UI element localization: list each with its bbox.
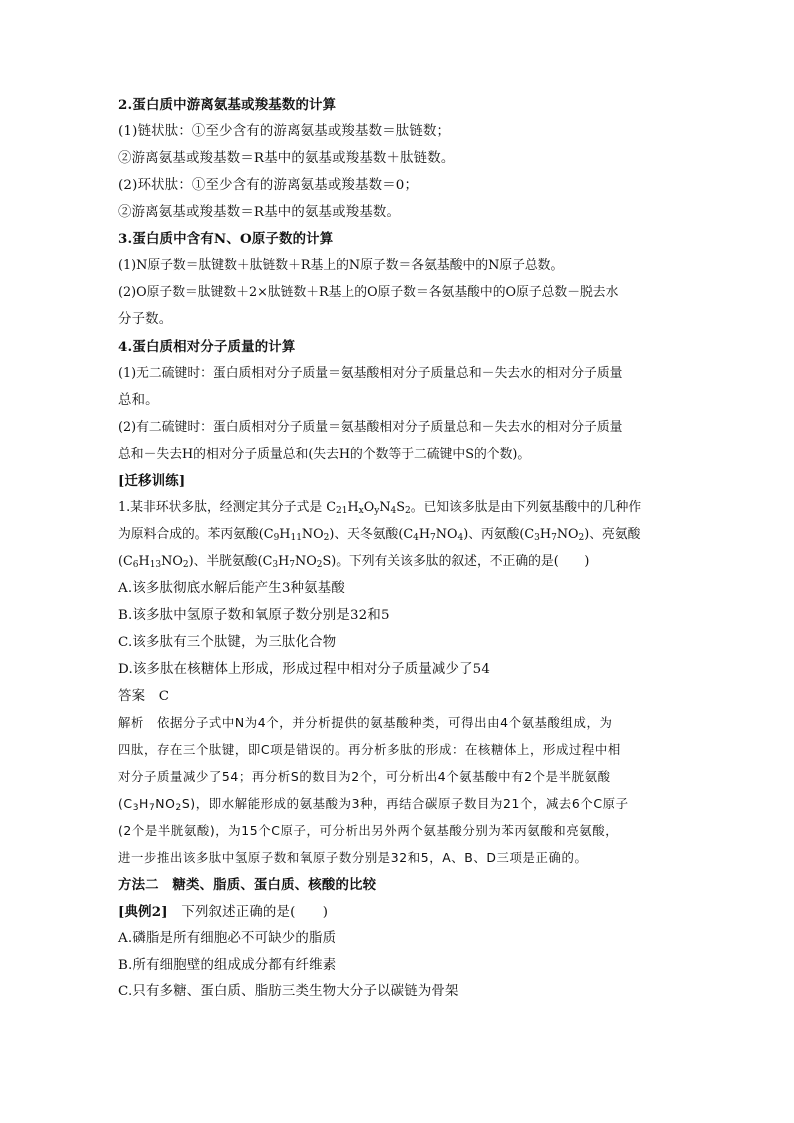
explanation-line: (2个是半胱氨酸)，为15个C原子，可分析出另外两个氨基酸分别为苯丙氨酸和亮氨酸， <box>118 823 619 839</box>
text-line: 分子数。 <box>118 312 173 328</box>
text-line: (1)无二硫键时：蛋白质相对分子质量＝氨基酸相对分子质量总和－失去水的相对分子质量 <box>118 365 623 381</box>
explanation-line: 进一步推出该多肽中氢原子数和氧原子数分别是32和5，A、B、D三项是正确的。 <box>118 849 588 865</box>
explanation-line: 对分子质量减少了54；再分析S的数目为2个，可分析出4个氨基酸中有2个是半胱氨酸 <box>118 769 611 785</box>
option-d: D.该多肽在核糖体上形成，形成过程中相对分子质量减少了54 <box>118 661 491 677</box>
option-a: A.该多肽彻底水解后能产生3种氨基酸 <box>118 581 345 597</box>
text-line: ②游离氨基或羧基数＝R基中的氨基或羧基数＋肽链数。 <box>118 150 455 166</box>
question-line: 1.某非环状多肽，经测定其分子式是 $C_{21}H_xO_yN_4S_2$。已知该多肽是由下列氨基酸中的几种作 <box>118 500 642 517</box>
explanation-line: 解析 依据分子式中N为4个，并分析提供的氨基酸种类，可得出由4个氨基酸组成，为 <box>118 715 613 731</box>
explanation-line: 四肽，存在三个肽键，即C项是错误的。再分析多肽的形成：在核糖体上，形成过程中相 <box>118 742 621 758</box>
section-heading: 3.蛋白质中含有N、O原子数的计算 <box>118 231 334 248</box>
question-line: 为原料合成的。苯丙氨酸$(C_9H_{11}NO_2)$、天冬氨酸$(C_4H_7NO_4)$、丙氨酸$(C_3H_7NO_2)$、亮氨酸 <box>118 527 641 544</box>
option-b: B.所有细胞壁的组成成分都有纤维素 <box>118 957 337 973</box>
method-heading: 方法二 糖类、脂质、蛋白质、核酸的比较 <box>118 876 377 893</box>
answer: 答案 C <box>118 688 170 704</box>
section-heading: 4.蛋白质相对分子质量的计算 <box>118 339 296 356</box>
question-line: $(C_6H_{13}NO_2)$、半胱氨酸$(C_3H_7NO_2S)$。下列有关该多肽的叙述，不正确的是( ) <box>118 554 590 571</box>
option-c: C.该多肽有三个肽键，为三肽化合物 <box>118 634 337 650</box>
text-line: (2)O原子数＝肽键数＋2×肽链数＋R基上的O原子数＝各氨基酸中的O原子总数－脱去水 <box>118 285 619 301</box>
option-c: C.只有多糖、蛋白质、脂肪三类生物大分子以碳链为骨架 <box>118 984 459 1000</box>
practice-label: [迁移训练] <box>118 473 186 490</box>
text-line: (2)环状肽：①至少含有的游离氨基或羧基数＝0； <box>118 177 419 193</box>
text-line: ②游离氨基或羧基数＝R基中的氨基或羧基数。 <box>118 204 401 220</box>
text-line: (1)N原子数＝肽键数＋肽链数＋R基上的N原子数＝各氨基酸中的N原子总数。 <box>118 258 564 274</box>
explanation-line: $(C_3H_7NO_2S)$，即水解能形成的氨基酸为3种，再结合碳原子数目为21个，减去6个C原子 <box>118 796 629 814</box>
text-line: 总和－失去H的相对分子质量总和(失去H的个数等于二硫键中S的个数)。 <box>118 446 531 462</box>
example-line: [典例2] 下列叙述正确的是( ) <box>118 903 329 920</box>
text-line: 总和。 <box>118 392 159 408</box>
option-a: A.磷脂是所有细胞必不可缺少的脂质 <box>118 930 337 946</box>
text-line: (1)链状肽：①至少含有的游离氨基或羧基数＝肽链数； <box>118 123 451 139</box>
section-heading: 2.蛋白质中游离氨基或羧基数的计算 <box>118 97 337 113</box>
document-page <box>118 92 678 1006</box>
text-line: (2)有二硫键时：蛋白质相对分子质量＝氨基酸相对分子质量总和－失去水的相对分子质量 <box>118 419 623 435</box>
option-b: B.该多肽中氢原子数和氧原子数分别是32和5 <box>118 607 390 623</box>
